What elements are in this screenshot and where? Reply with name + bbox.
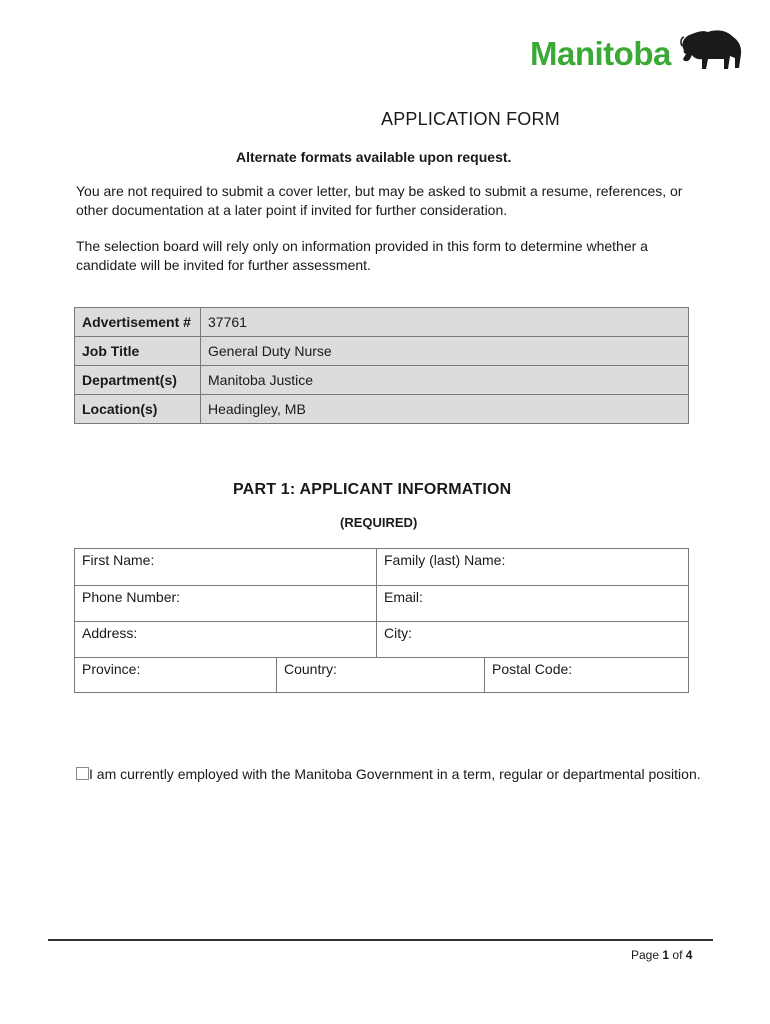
location-value: Headingley, MB xyxy=(201,395,689,424)
page-total: 4 xyxy=(685,948,693,962)
province-field[interactable]: Province: xyxy=(82,661,141,677)
bison-icon xyxy=(678,28,746,72)
advertisement-number-label: Advertisement # xyxy=(75,308,201,337)
job-title-label: Job Title xyxy=(75,337,201,366)
employment-checkbox[interactable] xyxy=(76,767,89,780)
table-row xyxy=(75,395,689,424)
page-of: of xyxy=(672,948,683,962)
department-label: Department(s) xyxy=(75,366,201,395)
page-prefix: Page xyxy=(631,948,660,962)
table-row xyxy=(75,366,689,395)
page-number xyxy=(631,948,692,962)
intro-paragraph-2: The selection board will rely only on information provided in this form to determine whether a candidate will be invited for further assessment. xyxy=(76,238,648,273)
footer-divider xyxy=(48,939,713,941)
applicant-information-form xyxy=(74,548,689,693)
page-current: 1 xyxy=(662,948,670,962)
advertisement-number-value: 37761 xyxy=(201,308,689,337)
city-field[interactable]: City: xyxy=(384,625,412,641)
table-row xyxy=(75,308,689,337)
postal-code-field[interactable]: Postal Code: xyxy=(492,661,573,677)
country-field[interactable]: Country: xyxy=(284,661,337,677)
form-title: APPLICATION FORM xyxy=(381,109,560,129)
table-row xyxy=(75,337,689,366)
first-name-field[interactable]: First Name: xyxy=(82,552,155,568)
part-1-heading: PART 1: APPLICANT INFORMATION xyxy=(233,481,512,498)
location-label: Location(s) xyxy=(75,395,201,424)
employment-check-label: I am currently employed with the Manitoba Government in a term, regular or departmental position. xyxy=(89,766,701,782)
phone-number-field[interactable]: Phone Number: xyxy=(82,589,181,605)
email-field[interactable]: Email: xyxy=(384,589,423,605)
employment-check-row xyxy=(76,765,706,784)
form-subtitle: Alternate formats available upon request. xyxy=(236,149,512,165)
family-name-field[interactable]: Family (last) Name: xyxy=(384,552,506,568)
job-title-value: General Duty Nurse xyxy=(201,337,689,366)
logo-wordmark: Manitoba xyxy=(530,35,671,72)
department-value: Manitoba Justice xyxy=(201,366,689,395)
intro-paragraph-1: You are not required to submit a cover letter, but may be asked to submit a resume, references, or other documentation at a later point if invited for further consideration. xyxy=(76,183,683,218)
required-label: (REQUIRED) xyxy=(340,515,418,530)
advertisement-table xyxy=(74,307,689,424)
address-field[interactable]: Address: xyxy=(82,625,138,641)
manitoba-logo xyxy=(530,28,750,76)
